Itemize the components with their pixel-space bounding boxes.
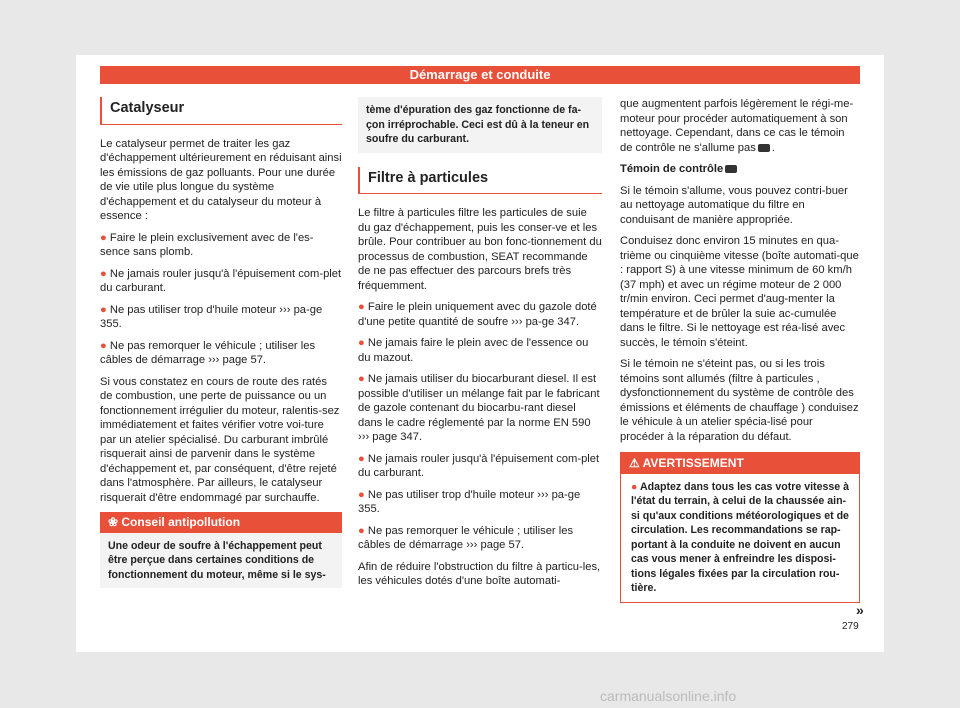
list-item: ● Ne jamais utiliser du biocarburant diesel. Il est possible d'utiliser un mélange fait par le fabricant de gazole contenant du biocarbu-rant diesel dans le cadre réglementé par la norme EN 590 ››› page 347. xyxy=(358,373,600,443)
column-3 xyxy=(620,97,860,603)
catalyst-intro: Le catalyseur permet de traiter les gaz d'échappement ultérieurement en réduisant ainsi les émissions de gaz polluants. Pour une durée de vie utile plus longue du système d'échappement et du catalyseur du moteur à essence : xyxy=(100,137,342,222)
col3-para3: Conduisez donc environ 15 minutes en qua-trième ou cinquième vitesse (boîte automati-que : rapport S) à une vitesse minimum de 60 km/h (37 mph) et avec un régime moteur de 2 000 tr/min environ. Ceci permet d'aug-menter la température et de brûler la suie ac-cumulée dans le filtre. Si le nettoyage est réa-lisé avec succès, le témoin s'éteint. xyxy=(620,235,859,349)
continue-mark: » xyxy=(856,602,864,618)
warning-light-subtitle: Témoin de contrôle xyxy=(620,162,860,177)
col3-para4: Si le témoin ne s'éteint pas, ou si les trois témoins sont allumés (filtre à particules , dysfonctionnement du système de contrôle des émissions et éléments de chauffage ) conduisez le véhicule à un atelier spécia-lisé pour procéder à la réparation du défaut. xyxy=(620,358,859,443)
particle-para: Afin de réduire l'obstruction du filtre à particu-les, les véhicules dotés d'une boîte automati- xyxy=(358,560,601,587)
watermark: carmanualsonline.info xyxy=(600,688,737,704)
eco-note-title: ❀ Conseil antipollution xyxy=(100,512,342,533)
particle-filter-icon xyxy=(725,165,737,173)
warning-triangle-icon: ⚠ xyxy=(629,456,643,470)
page-number: 279 xyxy=(842,621,859,632)
section-header: Démarrage et conduite xyxy=(100,66,860,84)
list-item: ● Ne pas utiliser trop d'huile moteur ››› pa-ge 355. xyxy=(358,488,581,515)
column-1 xyxy=(100,97,342,588)
col3-para1: que augmentent parfois légèrement le régi-me-moteur pour procéder automatiquement à son nettoyage. Cependant, dans ce cas le témoin de contrôle ne s'allume pas . xyxy=(620,98,854,154)
eco-note-body: Une odeur de soufre à l'échappement peut être perçue dans certaines conditions de fonctionnement du moteur, même si le sys- xyxy=(108,539,326,581)
list-item: ● Ne jamais faire le plein avec de l'essence ou du mazout. xyxy=(358,337,589,364)
list-item: ● Ne pas remorquer le véhicule ; utiliser les câbles de démarrage ››› page 57. xyxy=(100,339,316,366)
warning-body: ● Adaptez dans tous les cas votre vitesse à l'état du terrain, à celui de la chaussée ain-si qu'aux conditions météorologiques et de circulation. Les recommandations se rap-portant à la conduite ne doivent en aucun cas vous mener à enfreindre les disposi-tions légales fixées par la circulation rou-tière. xyxy=(631,480,849,594)
particle-filter-title: Filtre à particules xyxy=(358,167,602,195)
column-2 xyxy=(358,97,602,596)
catalyst-para: Si vous constatez en cours de route des ratés de combustion, une perte de puissance ou un fonctionnement irrégulier du moteur, ralentis-sez immédiatement et faites vérifier votre voi-ture par un atelier spécialisé. Du carburant imbrûlé risquerait ainsi de parvenir dans le système d'échappement et, par conséquent, d'être rejeté dans l'atmosphère. Par ailleurs, le catalyseur risquerait d'être endommagé par surchauffe. xyxy=(100,375,340,504)
eco-note xyxy=(100,512,342,588)
eco-note-cont: tème d'épuration des gaz fonctionne de fa-çon irréprochable. Ceci est dû à la teneur en soufre du carburant. xyxy=(358,97,602,153)
particle-intro: Le filtre à particules filtre les particules de suie du gaz d'échappement, puis les conser-ve et les brûle. Pour contribuer au bon fonc-tionnement du processus de combustion, SEAT recommande de ne pas effectuer des parcours brefs très fréquemment. xyxy=(358,207,602,292)
particle-filter-icon xyxy=(758,144,770,152)
list-item: ● Ne pas remorquer le véhicule ; utiliser les câbles de démarrage ››› page 57. xyxy=(358,524,574,551)
leaf-icon: ❀ xyxy=(108,515,122,529)
list-item: ● Ne pas utiliser trop d'huile moteur ››› pa-ge 355. xyxy=(100,303,323,330)
list-item: ● Faire le plein uniquement avec du gazole doté d'une petite quantité de soufre ››› pa-ge 347. xyxy=(358,301,597,328)
warning-box xyxy=(620,452,860,603)
col3-para2: Si le témoin s'allume, vous pouvez contri-buer au nettoyage automatique du filtre en conduisant de manière appropriée. xyxy=(620,184,848,226)
list-item: ● Ne jamais rouler jusqu'à l'épuisement com-plet du carburant. xyxy=(358,452,600,479)
list-item: ● Ne jamais rouler jusqu'à l'épuisement com-plet du carburant. xyxy=(100,267,342,294)
catalyst-title: Catalyseur xyxy=(100,97,342,125)
warning-title: ⚠ AVERTISSEMENT xyxy=(621,453,859,474)
list-item: ● Faire le plein exclusivement avec de l'es-sence sans plomb. xyxy=(100,231,314,258)
